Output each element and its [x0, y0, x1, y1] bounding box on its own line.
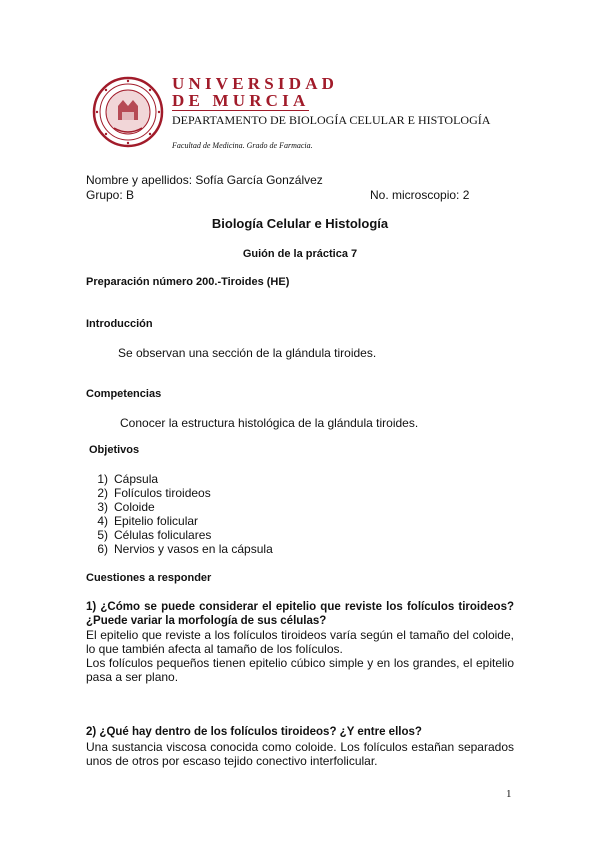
- list-item: 2) Folículos tiroideos: [97, 486, 211, 500]
- answer-1-paragraph-1: El epitelio que reviste a los folículos tiroideos varía según el tamaño del coloide, lo que también afecta al tamaño de los folículos.: [86, 628, 514, 656]
- faculty-name: Facultad de Medicina. Grado de Farmacia.: [172, 141, 313, 150]
- competencias-text: Conocer la estructura histológica de la glándula tiroides.: [120, 416, 419, 430]
- list-item: 5) Células foliculares: [97, 528, 212, 542]
- question-1: 1) ¿Cómo se puede considerar el epitelio que reviste los folículos tiroideos? ¿Puede variar la morfología de sus células?: [86, 601, 514, 627]
- answer-2: Una sustancia viscosa conocida como coloide. Los folículos estañan separados unos de otros por escaso tejido conectivo interfolicular.: [86, 740, 514, 768]
- objetivos-list: [86, 472, 273, 556]
- list-item: 3) Coloide: [97, 500, 155, 514]
- student-name: Nombre y apellidos: Sofía García Gonzálvez: [86, 173, 323, 187]
- department-name: DEPARTAMENTO DE BIOLOGÍA CELULAR E HISTOLOGÍA: [172, 113, 491, 127]
- document-title: Biología Celular e Histología: [211, 216, 389, 231]
- cuestiones-heading: Cuestiones a responder: [86, 572, 212, 584]
- student-group: Grupo: B: [86, 188, 135, 202]
- objetivos-heading: Objetivos: [89, 444, 140, 456]
- list-item: 1) Cápsula: [97, 472, 159, 486]
- preparation-heading: Preparación número 200.-Tiroides (HE): [86, 276, 290, 288]
- microscope-number: No. microscopio: 2: [370, 188, 470, 202]
- university-name-line2: DE MURCIA: [172, 91, 310, 110]
- page-number: 1: [506, 788, 512, 800]
- question-2: 2) ¿Qué hay dentro de los folículos tiroideos? ¿Y entre ellos?: [86, 726, 422, 738]
- answer-1-paragraph-2: Los folículos pequeños tienen epitelio cúbico simple y en los grandes, el epitelio pasa a ser plano.: [86, 656, 514, 684]
- list-item: 6) Nervios y vasos en la cápsula: [97, 542, 273, 556]
- practice-subtitle: Guión de la práctica 7: [242, 248, 358, 260]
- list-item: 4) Epitelio folicular: [97, 514, 199, 528]
- university-seal-icon: [92, 76, 164, 148]
- competencias-heading: Competencias: [86, 388, 162, 400]
- intro-text: Se observan una sección de la glándula tiroides.: [118, 346, 377, 360]
- university-name-line1: UNIVERSIDAD: [172, 74, 339, 93]
- intro-heading: Introducción: [86, 318, 153, 330]
